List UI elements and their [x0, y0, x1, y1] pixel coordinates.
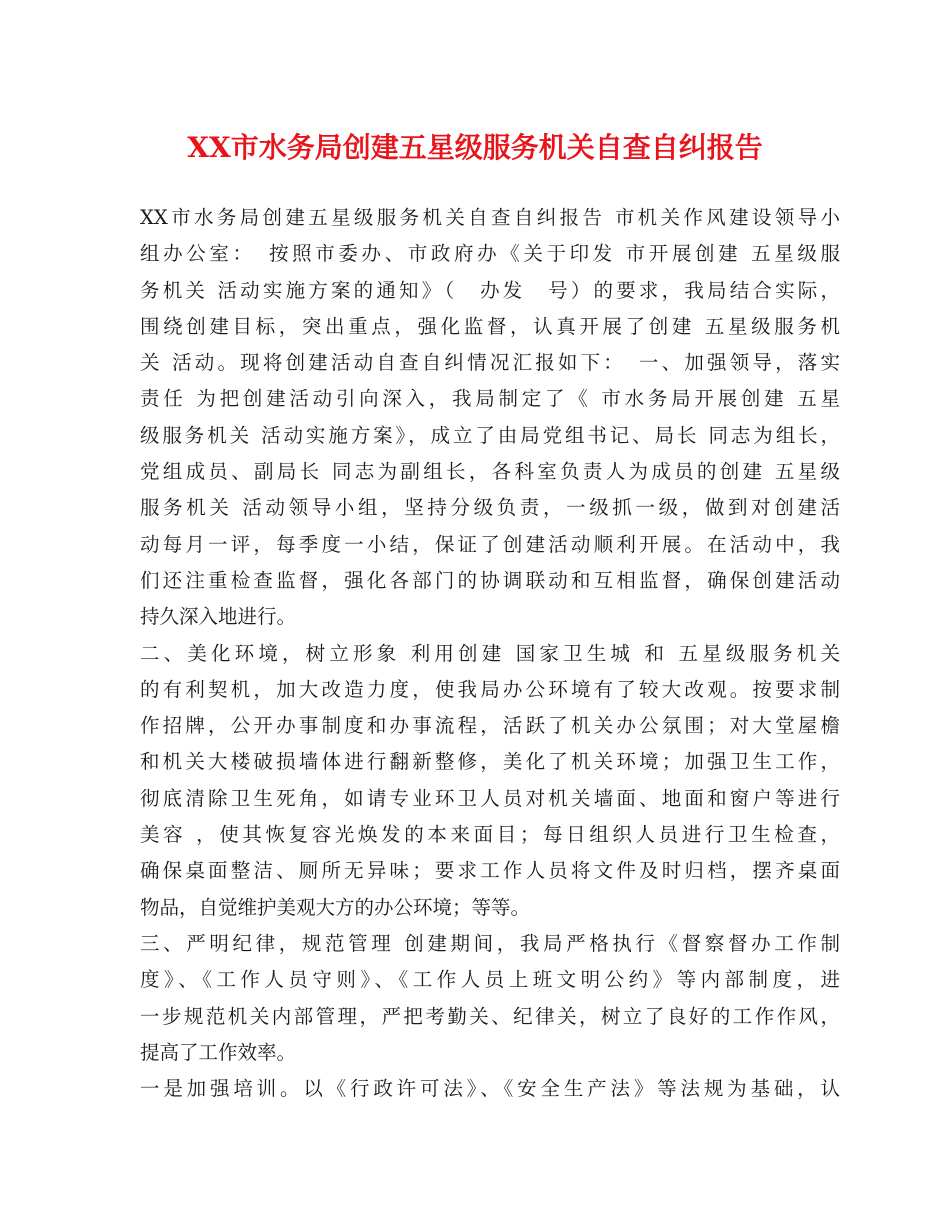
- body-line: 度》、《工作人员守则》、《工作人员上班文明公约》等内部制度，进: [140, 968, 840, 992]
- body-line: 责任 为把创建活动引向深入，我局制定了《 市水务局开展创建 五星: [140, 387, 840, 411]
- body-line: 一步规范机关内部管理，严把考勤关、纪律关，树立了良好的工作作风，: [140, 1004, 840, 1028]
- body-line: 们还注重检查监督，强化各部门的协调联动和互相监督，确保创建活动: [140, 568, 840, 592]
- body-line: 物品，自觉维护美观大方的办公环境；等等。: [140, 895, 531, 919]
- body-line: 关 活动。现将创建活动自查自纠情况汇报如下： 一、加强领导，落实: [140, 351, 840, 375]
- body-line: 级服务机关 活动实施方案》，成立了由局党组书记、局长 同志为组长，: [140, 423, 840, 447]
- document-body: [140, 200, 840, 1107]
- body-line: 的有利契机，加大改造力度，使我局办公环境有了较大改观。按要求制: [140, 677, 840, 701]
- body-line: 提高了工作效率。: [140, 1040, 297, 1064]
- body-line: 美容 ，使其恢复容光焕发的本来面目；每日组织人员进行卫生检查，: [140, 823, 840, 847]
- body-line: 和机关大楼破损墙体进行翻新整修，美化了机关环境；加强卫生工作，: [140, 750, 840, 774]
- body-line: 组办公室： 按照市委办、市政府办《关于印发 市开展创建 五星级服: [140, 242, 840, 266]
- body-line: 党组成员、副局长 同志为副组长，各科室负责人为成员的创建 五星级: [140, 460, 840, 484]
- body-line: 确保桌面整洁、厕所无异味；要求工作人员将文件及时归档，摆齐桌面: [140, 859, 840, 883]
- body-line: 动每月一评，每季度一小结，保证了创建活动顺利开展。在活动中，我: [140, 532, 840, 556]
- body-line: 彻底清除卫生死角，如请专业环卫人员对机关墙面、地面和窗户等进行: [140, 786, 840, 810]
- body-line: 二、美化环境，树立形象 利用创建 国家卫生城 和 五星级服务机关: [140, 641, 840, 665]
- body-line: XX市水务局创建五星级服务机关自查自纠报告 市机关作风建设领导小: [140, 206, 840, 229]
- body-line: 持久深入地进行。: [140, 605, 297, 629]
- body-line: 服务机关 活动领导小组，坚持分级负责，一级抓一级，做到对创建活: [140, 496, 840, 520]
- body-line: 一是加强培训。以《行政许可法》、《安全生产法》等法规为基础，认: [140, 1077, 840, 1101]
- body-line: 围绕创建目标，突出重点，强化监督，认真开展了创建 五星级服务机: [140, 314, 840, 338]
- body-line: 作招牌，公开办事制度和办事流程，活跃了机关办公氛围；对大堂屋檐: [140, 714, 840, 738]
- body-line: 务机关 活动实施方案的通知》（ 办发 号）的要求，我局结合实际，: [140, 278, 840, 302]
- body-line: 三、严明纪律，规范管理 创建期间，我局严格执行《督察督办工作制: [140, 931, 840, 955]
- document-title: XX市水务局创建五星级服务机关自查自纠报告: [187, 131, 763, 164]
